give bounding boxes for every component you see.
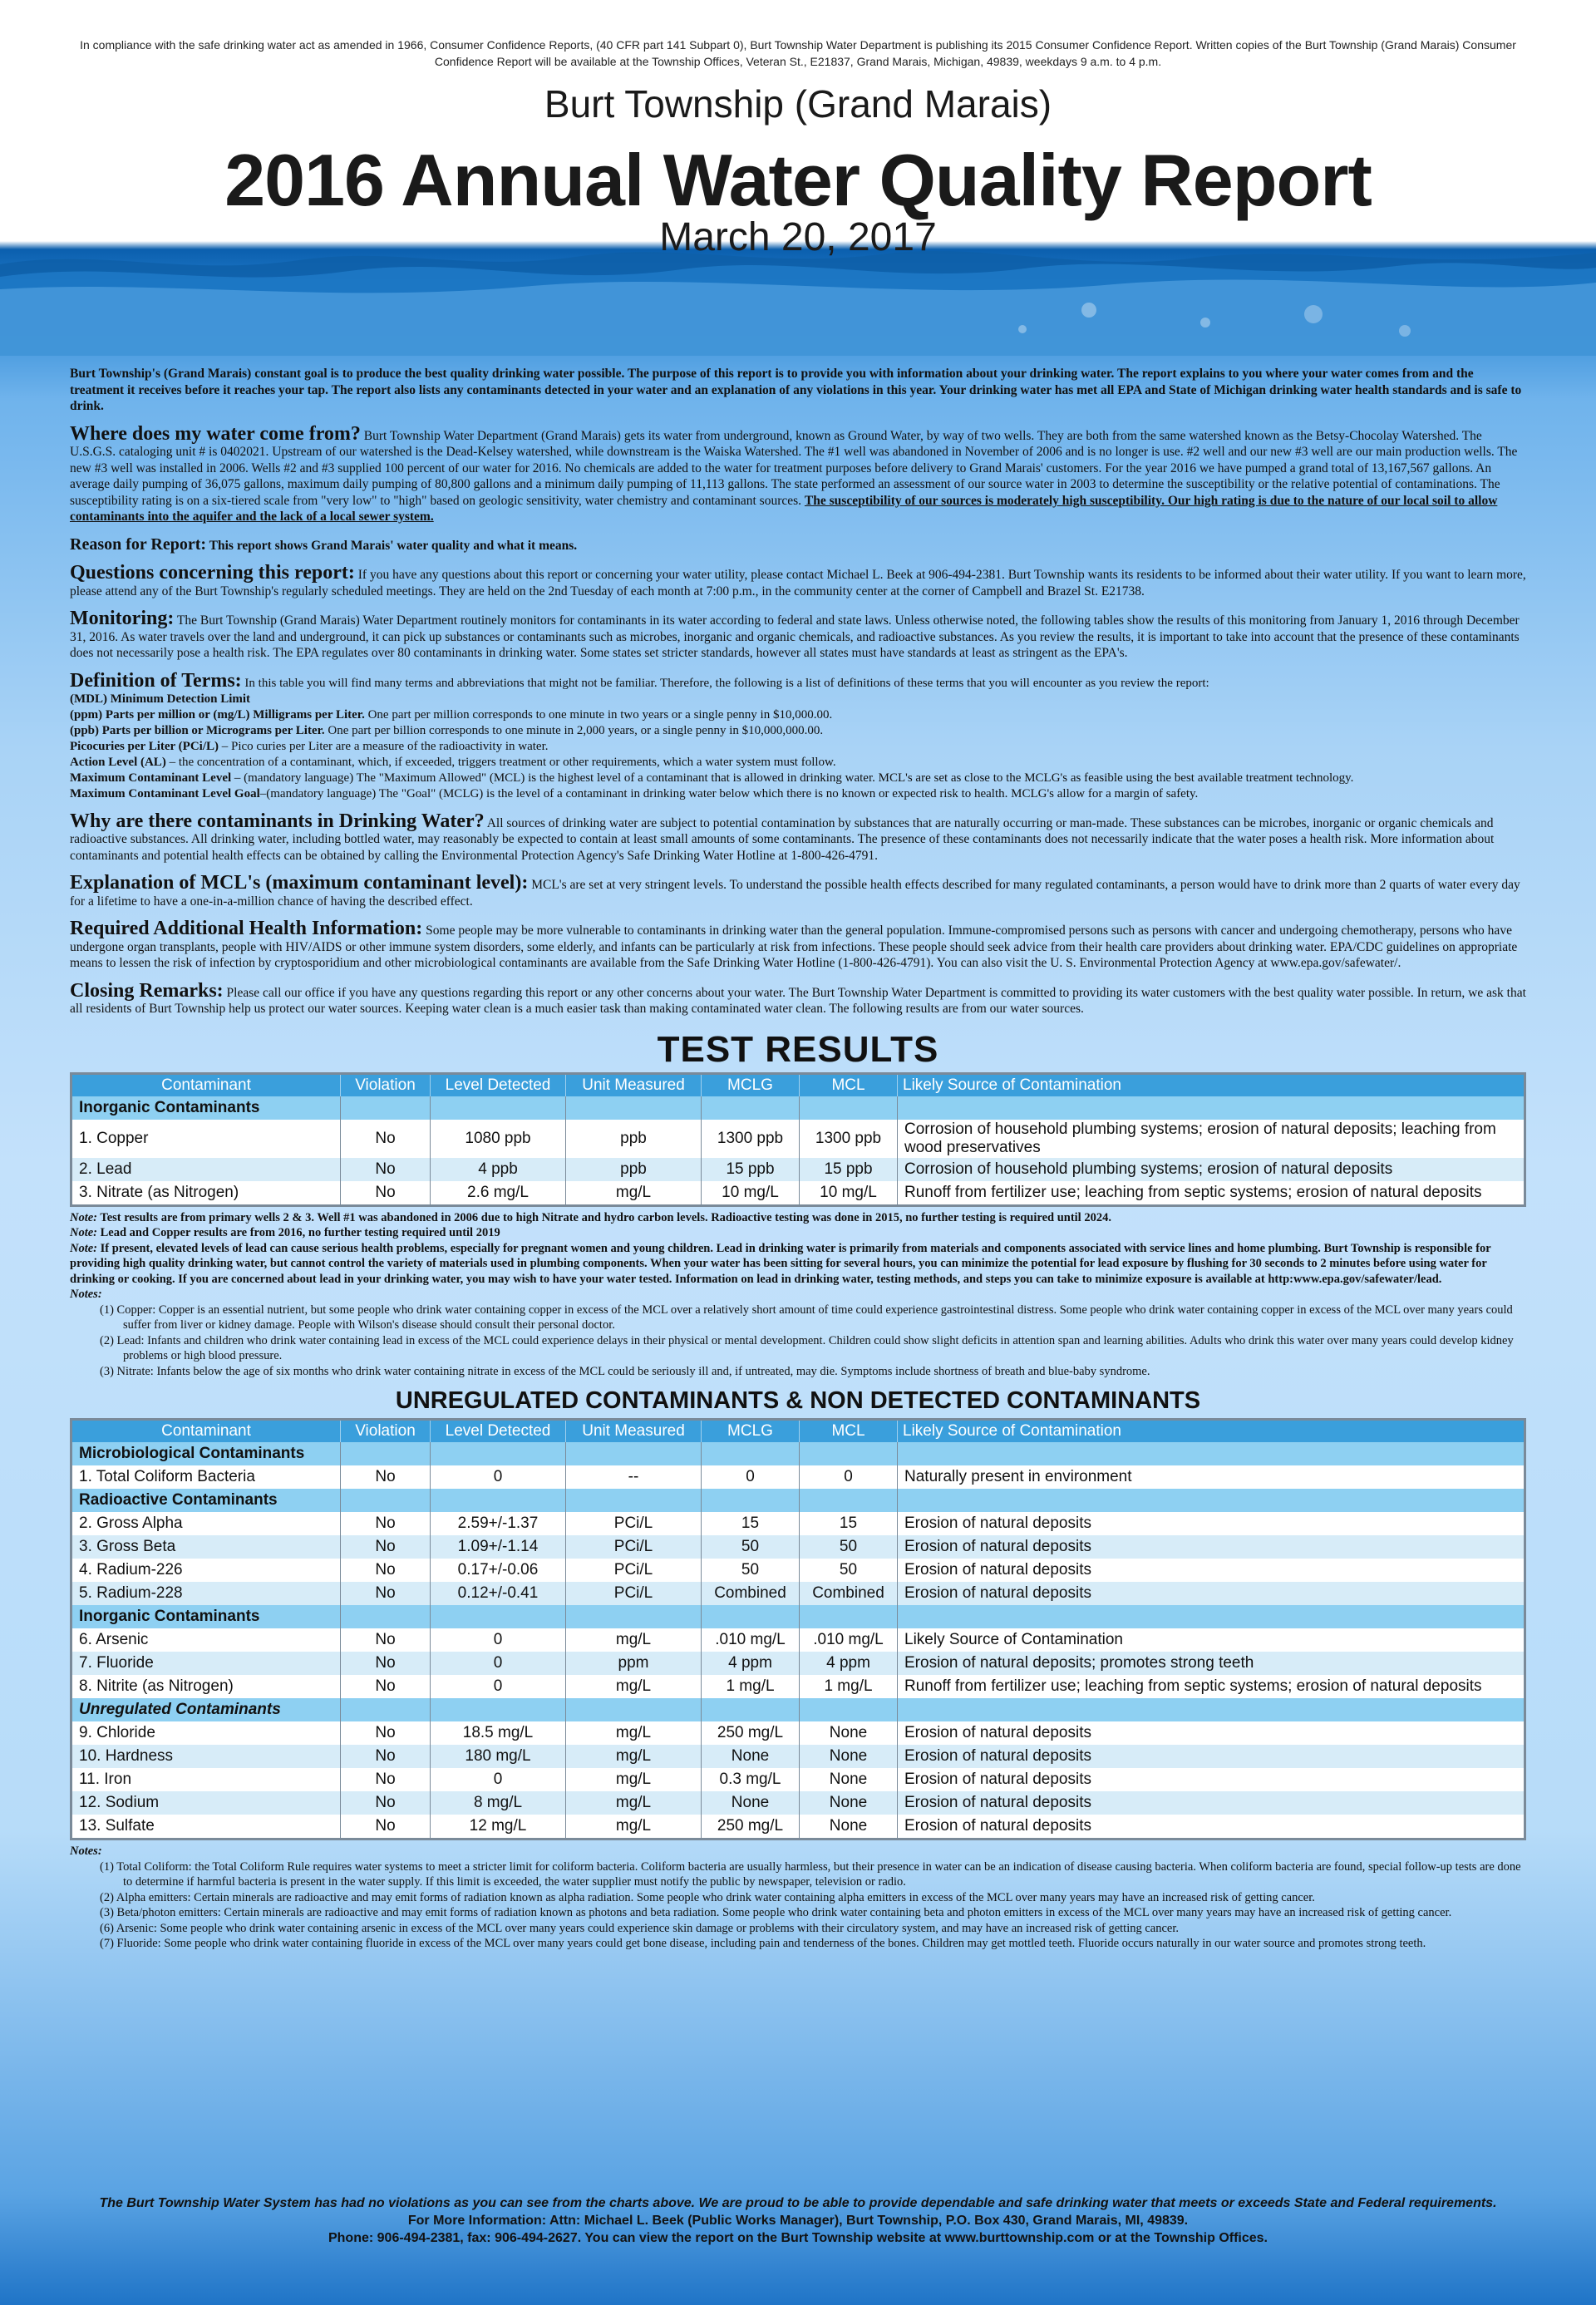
def-mdl: (MDL) Minimum Detection Limit [70,692,251,706]
cell: No [341,1768,431,1791]
cell: No [341,1158,431,1181]
closing-section [70,979,1526,1017]
list-item: (2) Lead: Infants and children who drink water containing lead in excess of the MCL could experience delays in their physical or mental development. Children could show slight deficits in attention span and learning abilities. Adults who drink this water over many years could develop kidney problems or high blood pressure. [100,1333,1514,1362]
note-label: Note: [70,1226,98,1239]
group-label: Inorganic Contaminants [71,1605,341,1628]
where-body: Burt Township Water Department (Grand Marais) gets its water from underground, known as Ground Water, by way of two wells. They are both from the same watershed known as the Betsy-Chocolay Watershed. The U.S.G.S. cataloging unit # is 0402021. Upstream of our watershed is the Dead-Kelsey watershed, while downstream is the Waiska Watershed. The #1 well was abandoned in November of 2006 and is no longer is use. #2 well and our new #3 well are our main production wells. The new #3 well was installed in 2006. Wells #2 and #3 supplied 100 percent of our water for 2016. No chemicals are added to the water for treatment purposes before delivery to Grand Marais' customers. For the year 2016 we have pumped a grand total of 13,167,567 gallons. An average daily pumping of 36,075 gallons, maximum daily pumping of 80,800 gallons and a minimum daily pumping of 11,113 gallons. The state performed an assessment of our source water in 2003 to determine the susceptibility or the relative potential of contaminations. The susceptibility rating is on a six-tiered scale from "very low" to "high" based on geologic sensitivity, water chemistry and contaminant sources. [70,428,1518,508]
cell: 50 [800,1535,898,1559]
cell: 0 [431,1675,566,1698]
cell: ppm [566,1652,702,1675]
explanation-heading: Explanation of MCL's (maximum contaminant level): [70,872,529,894]
def-pci-term: Picocuries per Liter (PCi/L) [70,739,219,753]
cell: mg/L [566,1628,702,1652]
cell: 0 [431,1652,566,1675]
notes-list [70,1303,1526,1380]
table-row [71,1582,1525,1605]
table-row [71,1628,1525,1652]
cell: No [341,1652,431,1675]
cell: 2.59+/-1.37 [431,1512,566,1535]
cell: 15 [800,1512,898,1535]
cell: 250 mg/L [702,1721,800,1745]
test-results-notes [70,1210,1526,1380]
def-mcl-term: Maximum Contaminant Level [70,771,232,785]
cell: Erosion of natural deposits [898,1582,1525,1605]
compliance-notice: In compliance with the safe drinking water act as amended in 1966, Consumer Confidence Reports, (40 CFR part 141 Subpart 0), Burt Township Water Department is publishing its 2015 Consumer Confidence Report. Written copies of the Burt Township (Grand Marais) Consumer Confidence Report will be available at the Township Offices, Veteran St., E21837, Grand Marais, Michigan, 49839, weekdays 9 a.m. to 4 p.m. [80,38,1516,68]
cell: 2. Lead [71,1158,341,1181]
column-header: Violation [341,1073,431,1096]
cell: Combined [702,1582,800,1605]
cell: Combined [800,1582,898,1605]
column-header: Level Detected [431,1073,566,1096]
column-header: MCL [800,1420,898,1443]
cell: PCi/L [566,1582,702,1605]
group-row [71,1605,1525,1628]
cell: 0 [431,1628,566,1652]
list-item: (3) Beta/photon emitters: Certain minerals are radioactive and may emit forms of radiation known as photons and beta radiation. Some people who drink water containing beta and photon emitters in excess of the MCL over many years may have an increased risk of getting cancer. [100,1906,1452,1919]
cell: 50 [702,1535,800,1559]
def-ppb-term: (ppb) Parts per billion or Micrograms per Liter. [70,723,325,737]
unregulated-notes [70,1844,1526,1952]
questions-section [70,562,1526,599]
cell: 10 mg/L [800,1181,898,1206]
cell: PCi/L [566,1535,702,1559]
cell: 0 [431,1465,566,1489]
cell: 50 [702,1559,800,1582]
report-subtitle: Burt Township (Grand Marais) [544,82,1052,126]
group-label: Radioactive Contaminants [71,1489,341,1512]
definitions-body: In this table you will find many terms and abbreviations that might not be familiar. Therefore, the following is a list of definitions of these terms that you will encounter as you review the report: [241,676,1209,690]
footer-info: For More Information: Attn: Michael L. Beek (Public Works Manager), Burt Township, P.O. Box 430, Grand Marais, MI, 49839. [407,2214,1189,2228]
cell: No [341,1815,431,1840]
cell: Runoff from fertilizer use; leaching from septic systems; erosion of natural deposits [898,1181,1525,1206]
definitions-heading: Definition of Terms: [70,669,242,692]
note-text: Test results are from primary wells 2 & 3. Well #1 was abandoned in 2006 due to high Nitrate and hydro carbon levels. Radioactive testing was done in 2015, no further testing is required until 2024. [97,1210,1111,1224]
cell: None [800,1815,898,1840]
cell: 0.17+/-0.06 [431,1559,566,1582]
cell: mg/L [566,1721,702,1745]
cell: None [800,1745,898,1768]
note-text: If present, elevated levels of lead can cause serious health problems, especially for pregnant women and young children. Lead in drinking water is primarily from materials and components associated with service lines and home plumbing. Burt Township is responsible for providing high quality drinking water, but cannot control the variety of materials used in plumbing components. When your water has been sitting for several hours, you can minimize the potential for lead exposure by flushing for 30 seconds to 2 minutes before using water for drinking or cooking. If you are concerned about lead in your drinking water, you may wish to have your water tested. Information on lead in drinking water, testing methods, and steps you can take to minimize exposure is available at http:www.epa.gov/safewater/lead. [70,1241,1491,1286]
cell: 18.5 mg/L [431,1721,566,1745]
cell: No [341,1559,431,1582]
cell: No [341,1465,431,1489]
reason-heading: Reason for Report: [70,534,207,554]
def-mcl: – (mandatory language) The "Maximum Allowed" (MCL) is the highest level of a contaminant that is allowed in drinking water. MCL's are set as close to the MCLG's as feasible using the best available treatment technology. [231,771,1354,785]
list-item: (1) Total Coliform: the Total Coliform Rule requires water systems to meet a stricter limit for coliform bacteria. Coliform bacteria are usually harmless, but their presence in water can be an indication of disease causing bacteria. When coliform bacteria are found, special follow-up tests are done to determine if harmful bacteria is present in the water supply. If this limit is exceeded, the water supplier must notify the public by newspaper, television or radio. [100,1859,1521,1889]
cell: 0 [702,1465,800,1489]
explanation-section [70,872,1526,909]
cell: 15 ppb [702,1158,800,1181]
cell: Likely Source of Contamination [898,1628,1525,1652]
why-heading: Why are there contaminants in Drinking Water? [70,810,485,832]
group-label: Microbiological Contaminants [71,1442,341,1465]
cell: Runoff from fertilizer use; leaching from septic systems; erosion of natural deposits [898,1675,1525,1698]
cell: Erosion of natural deposits [898,1745,1525,1768]
cell: No [341,1582,431,1605]
table-row [71,1721,1525,1745]
note-label: Note: [70,1241,98,1255]
cell: None [702,1791,800,1815]
cell: 3. Nitrate (as Nitrogen) [71,1181,341,1206]
required-heading: Required Additional Health Information: [70,918,423,939]
closing-body: Please call our office if you have any questions regarding this report or any other concerns about your water. The Burt Township Water Department is committed to providing its water customers with the best quality water possible. In return, we ask that all residents of Burt Township help us protect our water sources. Keeping water clean is a much easier task than making contaminated water clean. The following results are from our water sources. [70,985,1526,1016]
footer-statement: The Burt Township Water System has had no violations as you can see from the charts above. We are proud to be able to provide dependable and safe drinking water that meets or exceeds State and Federal requirements. [99,2196,1497,2210]
note-3 [70,1241,1526,1288]
report-body [70,366,1526,1952]
cell: 1.09+/-1.14 [431,1535,566,1559]
reason-body: This report shows Grand Marais' water quality and what it means. [206,538,578,553]
table-row [71,1181,1525,1206]
cell: 1 mg/L [800,1675,898,1698]
column-header: Contaminant [71,1073,341,1096]
cell: mg/L [566,1745,702,1768]
cell: ppb [566,1120,702,1158]
table-row [71,1465,1525,1489]
cell: 10. Hardness [71,1745,341,1768]
table-header-row [71,1420,1525,1443]
cell: 50 [800,1559,898,1582]
group-row [71,1489,1525,1512]
cell: Erosion of natural deposits [898,1791,1525,1815]
note-2 [70,1225,1526,1241]
cell: PCi/L [566,1512,702,1535]
list-item: (3) Nitrate: Infants below the age of six months who drink water containing nitrate in excess of the MCL could be seriously ill and, if untreated, may die. Symptoms include shortness of breath and blue-baby syndrome. [100,1364,1150,1378]
column-header: Contaminant [71,1420,341,1443]
cell: mg/L [566,1675,702,1698]
footer [70,2194,1526,2247]
def-ppb: One part per billion corresponds to one minute in 2,000 years, or a single penny in $10,000,000.00. [324,723,824,737]
required-body: Some people may be more vulnerable to contaminants in drinking water than the general population. Immune-compromised persons such as persons with cancer and undergoing chemotherapy, persons who have undergone organ transplants, people with HIV/AIDS or other immune system disorders, some elderly, and infants can be particularly at risk from infections. These people should seek advice from their health care providers about drinking water. EPA/CDC guidelines on appropriate means to lessen the risk of infection by cryptosporidium and other microbiological contaminants are available from the Safe Drinking Water Hotline (1-800-426-4791). You can also visit the U. S. Environmental Protection Agency at www.epa.gov/safewater/. [70,923,1518,970]
cell: 12 mg/L [431,1815,566,1840]
cell: Erosion of natural deposits [898,1815,1525,1840]
cell: 0.12+/-0.41 [431,1582,566,1605]
required-section [70,918,1526,972]
table-row [71,1791,1525,1815]
cell: 250 mg/L [702,1815,800,1840]
cell: None [800,1768,898,1791]
cell: 8. Nitrite (as Nitrogen) [71,1675,341,1698]
note-label: Note: [70,1210,98,1224]
cell: 0 [431,1768,566,1791]
def-al-term: Action Level (AL) [70,755,166,769]
table-row [71,1652,1525,1675]
table-row [71,1535,1525,1559]
def-mclg: –(mandatory language) The "Goal" (MCLG) is the level of a contaminant in drinking water below which there is no known or expected risk to health. MCLG's allow for a margin of safety. [259,786,1199,800]
cell: ppb [566,1158,702,1181]
unregulated-title: UNREGULATED CONTAMINANTS & NON DETECTED CONTAMINANTS [395,1387,1201,1414]
cell: 12. Sodium [71,1791,341,1815]
notes-label: Notes: [70,1288,102,1301]
cell: Erosion of natural deposits; promotes strong teeth [898,1652,1525,1675]
cell: Corrosion of household plumbing systems; erosion of natural deposits [898,1158,1525,1181]
footer-phone: Phone: 906-494-2381, fax: 906-494-2627. You can view the report on the Burt Township website at www.burttownship.com or at the Township Offices. [328,2231,1268,2245]
unregulated-table [70,1418,1526,1840]
cell: No [341,1512,431,1535]
cell: 4 ppm [702,1652,800,1675]
cell: 8 mg/L [431,1791,566,1815]
cell: 2.6 mg/L [431,1181,566,1206]
cell: No [341,1745,431,1768]
table-row [71,1158,1525,1181]
report-title: 2016 Annual Water Quality Report [224,139,1372,221]
monitoring-body: The Burt Township (Grand Marais) Water Department routinely monitors for contaminants in its water according to federal and state laws. Unless otherwise noted, the following tables show the results of this monitoring from January 1, 2016 through December 31, 2016. As water travels over the land and underground, it can pick up substances or contaminants such as microbes, inorganic and organic chemicals, and radioactive substances. As you review the results, it is important to take into account that the presence of these contaminants does not necessarily pose a health risk. The EPA regulates over 80 contaminants in drinking water. Some states set stricter standards, however all states must have standards at least as stringent as the EPA's. [70,613,1520,660]
cell: 13. Sulfate [71,1815,341,1840]
cell: No [341,1535,431,1559]
note-text: Lead and Copper results are from 2016, no further testing required until 2019 [97,1226,500,1239]
cell: .010 mg/L [800,1628,898,1652]
column-header: Likely Source of Contamination [898,1073,1525,1096]
group-row [71,1096,1525,1120]
table-row [71,1768,1525,1791]
cell: mg/L [566,1181,702,1206]
table-row [71,1120,1525,1158]
column-header: MCLG [702,1420,800,1443]
def-al: – the concentration of a contaminant, which, if exceeded, triggers treatment or other requirements, which a water system must follow. [165,755,836,769]
group-row [71,1442,1525,1465]
cell: Naturally present in environment [898,1465,1525,1489]
cell: Erosion of natural deposits [898,1721,1525,1745]
table-row [71,1675,1525,1698]
column-header: MCL [800,1073,898,1096]
cell: None [800,1721,898,1745]
cell: No [341,1675,431,1698]
def-ppm-term: (ppm) Parts per million or (mg/L) Milligrams per Liter. [70,707,365,722]
note-1 [70,1210,1526,1226]
cell: mg/L [566,1815,702,1840]
water-wave-graphic [0,231,1596,356]
column-header: Likely Source of Contamination [898,1420,1525,1443]
cell: -- [566,1465,702,1489]
column-header: Unit Measured [566,1073,702,1096]
cell: No [341,1791,431,1815]
list-item: (2) Alpha emitters: Certain minerals are radioactive and may emit forms of radiation known as alpha radiation. Some people who drink water containing alpha emitters in excess of the MCL over many years may have an increased risk of getting cancer. [100,1890,1315,1904]
why-body: All sources of drinking water are subject to potential contamination by substances that are naturally occurring or man-made. These substances can be microbes, inorganic or organic chemicals and radioactive substances. All drinking water, including bottled water, may reasonably be expected to contain at least small amounts of some contaminants. The presence of these contaminants does not necessarily indicate that the water poses a health risk. More information about contaminants and potential health effects can be obtained by calling the Environmental Protection Agency's Safe Drinking Water Hotline at 1-800-426-4791. [70,815,1495,863]
table-row [71,1559,1525,1582]
cell: .010 mg/L [702,1628,800,1652]
column-header: Unit Measured [566,1420,702,1443]
cell: 1 mg/L [702,1675,800,1698]
why-section [70,810,1526,864]
cell: 15 [702,1512,800,1535]
test-results-title: TEST RESULTS [657,1028,939,1070]
cell: None [800,1791,898,1815]
closing-heading: Closing Remarks: [70,979,224,1002]
cell: 1. Copper [71,1120,341,1158]
cell: Erosion of natural deposits [898,1768,1525,1791]
group-label: Unregulated Contaminants [71,1698,341,1721]
cell: mg/L [566,1768,702,1791]
unregulated-table-body [71,1442,1525,1840]
where-section [70,422,1526,525]
cell: 9. Chloride [71,1721,341,1745]
cell: 2. Gross Alpha [71,1512,341,1535]
table-row [71,1745,1525,1768]
cell: 1. Total Coliform Bacteria [71,1465,341,1489]
cell: 180 mg/L [431,1745,566,1768]
group-row [71,1698,1525,1721]
cell: 0.3 mg/L [702,1768,800,1791]
cell: Corrosion of household plumbing systems; erosion of natural deposits; leaching from wood preservatives [898,1120,1525,1158]
cell: PCi/L [566,1559,702,1582]
cell: 3. Gross Beta [71,1535,341,1559]
cell: Erosion of natural deposits [898,1512,1525,1535]
cell: No [341,1628,431,1652]
cell: No [341,1721,431,1745]
def-pci: – Pico curies per Liter are a measure of the radioactivity in water. [218,739,549,753]
cell: Erosion of natural deposits [898,1535,1525,1559]
cell: 1300 ppb [800,1120,898,1158]
monitoring-heading: Monitoring: [70,608,175,629]
list-item: (6) Arsenic: Some people who drink water containing arsenic in excess of the MCL over many years could experience skin damage or problems with their circulatory system, and may have an increased risk of getting cancer. [100,1921,1179,1935]
table-row [71,1815,1525,1840]
column-header: MCLG [702,1073,800,1096]
def-mclg-term: Maximum Contaminant Level Goal [70,786,260,800]
questions-heading: Questions concerning this report: [70,562,355,584]
cell: No [341,1181,431,1206]
questions-body: If you have any questions about this report or concerning your water utility, please contact Michael L. Beek at 906-494-2381. Burt Township wants its residents to be informed about their water utility. If you want to learn more, please attend any of the Burt Township's regularly scheduled meetings. They are held on the 2nd Tuesday of each month at 7:00 p.m., in the community center at the corner of Campbell and Brazel St. E21738. [70,568,1526,598]
cell: Erosion of natural deposits [898,1559,1525,1582]
reason-section [70,534,1526,554]
column-header: Level Detected [431,1420,566,1443]
cell: 7. Fluoride [71,1652,341,1675]
cell: 4. Radium-226 [71,1559,341,1582]
report-date: March 20, 2017 [659,215,937,259]
list-item: (1) Copper: Copper is an essential nutrient, but some people who drink water containing copper in excess of the MCL over a relatively short amount of time could experience gastrointestinal distress. Some people who drink water containing copper in excess of the MCL over many years could suffer from liver or kidney damage. People with Wilson's disease should consult their personal doctor. [100,1303,1513,1332]
cell: mg/L [566,1791,702,1815]
table-header-row [71,1073,1525,1096]
cell: None [702,1745,800,1768]
explanation-body: MCL's are set at very stringent levels. To understand the possible health effects described for many regulated contaminants, a person would have to drink more than 2 quarts of water every day for a lifetime to have a one-in-a-million chance of having the described effect. [70,878,1520,909]
cell: 1080 ppb [431,1120,566,1158]
cell: 11. Iron [71,1768,341,1791]
definitions-section [70,669,1526,802]
notes-label: Notes: [70,1844,102,1858]
test-results-table [70,1072,1526,1207]
cell: 1300 ppb [702,1120,800,1158]
column-header: Violation [341,1420,431,1443]
cell: No [341,1120,431,1158]
cell: 15 ppb [800,1158,898,1181]
intro-paragraph: Burt Township's (Grand Marais) constant goal is to produce the best quality drinking water possible. The purpose of this report is to provide you with information about your drinking water. The report explains to you where your water comes from and the treatment it receives before it reaches your tap. The report also lists any contaminants detected in your water and an explanation of any violations in this year. Your drinking water has met all EPA and State of Michigan drinking water health standards and is safe to drink. [70,367,1522,413]
list-item: (7) Fluoride: Some people who drink water containing fluoride in excess of the MCL over many years could get bone disease, including pain and tenderness of the bones. Children may get mottled teeth. Fluoride occurs naturally in our water source and promotes strong teeth. [100,1937,1426,1950]
where-heading: Where does my water come from? [70,422,361,445]
monitoring-section [70,608,1526,662]
cell: 0 [800,1465,898,1489]
table-row [71,1512,1525,1535]
cell: 6. Arsenic [71,1628,341,1652]
cell: 10 mg/L [702,1181,800,1206]
where-emphasis: The susceptibility of our sources is moderately high susceptibility. Our high rating is due to the nature of our local soil to allow contaminants into the aquifer and the lack of a local sewer system. [70,493,1498,524]
notes-list [70,1859,1526,1952]
cell: 4 ppm [800,1652,898,1675]
cell: 5. Radium-228 [71,1582,341,1605]
def-ppm: One part per million corresponds to one minute in two years or a single penny in $10,000.00. [364,707,833,722]
cell: 4 ppb [431,1158,566,1181]
group-label: Inorganic Contaminants [71,1096,341,1120]
